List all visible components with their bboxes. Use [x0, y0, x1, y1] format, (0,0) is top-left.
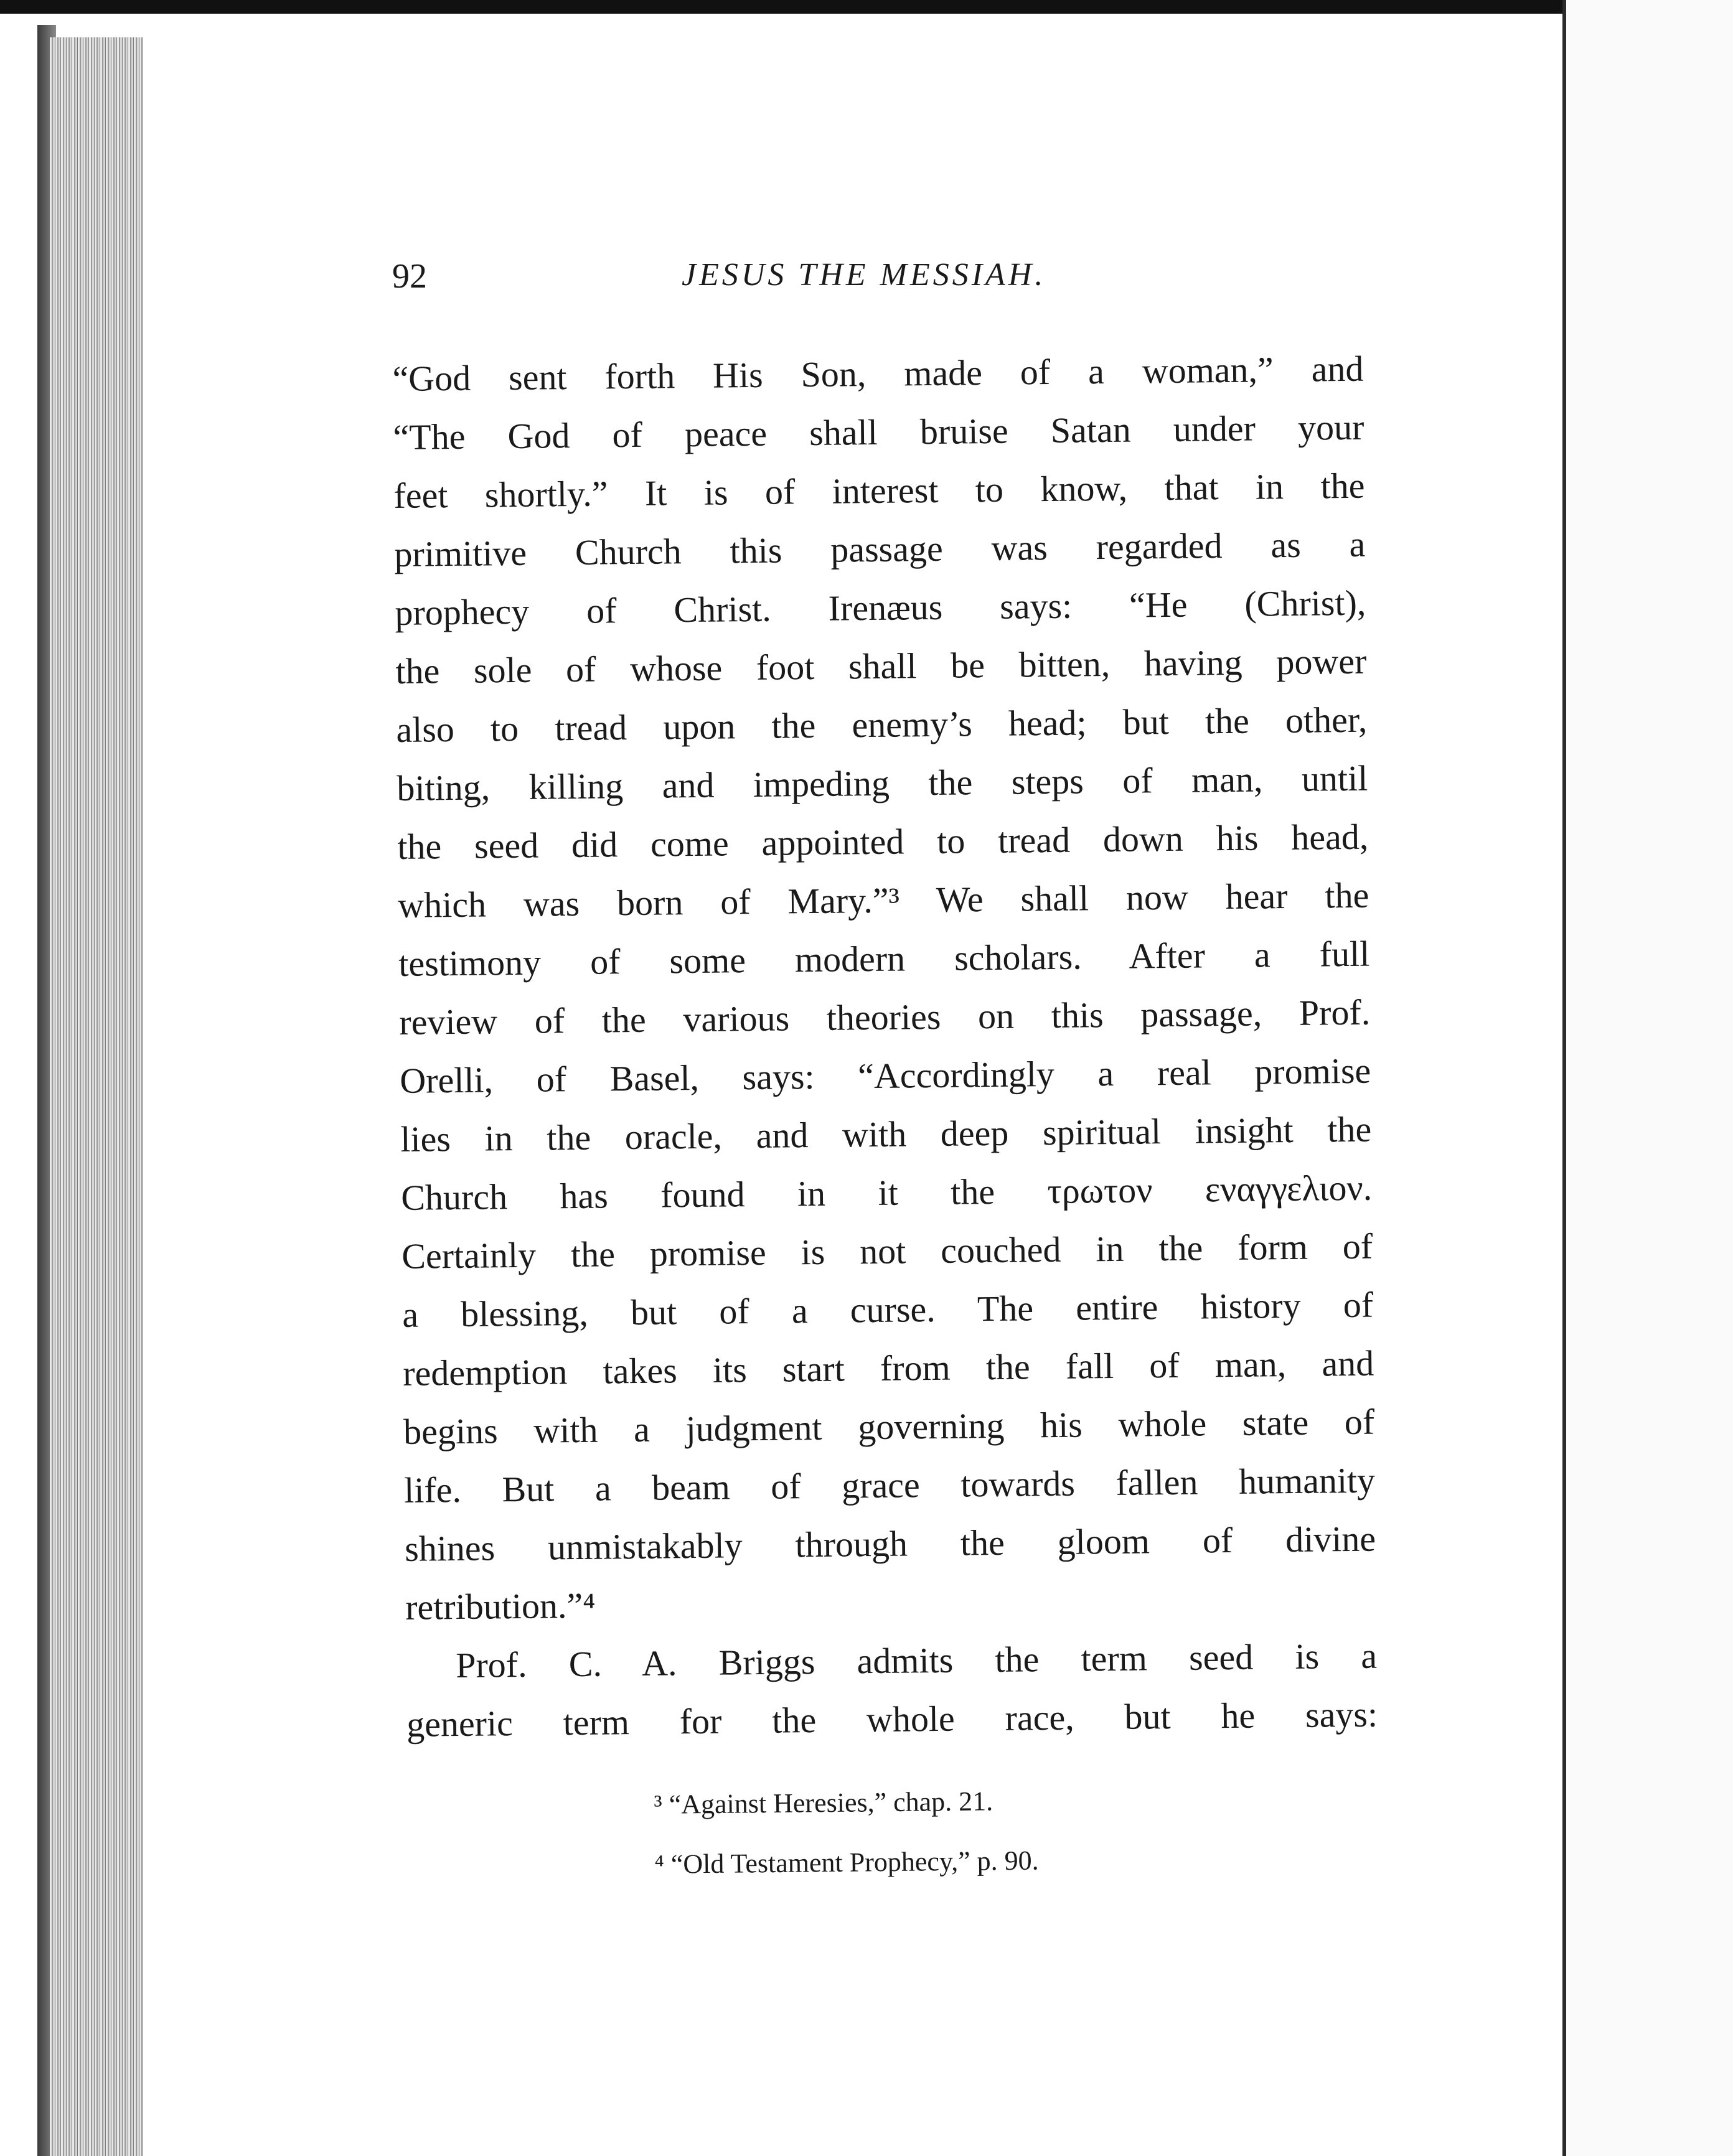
- text-line: prophecy of Christ. Irenæus says: “He (Christ),: [395, 582, 1366, 633]
- page-number: 92: [392, 257, 427, 296]
- body-text: [392, 340, 1378, 1754]
- footnotes: [654, 1767, 1402, 1895]
- text-line: which was born of Mary.”³ We shall now hear the: [398, 874, 1369, 926]
- text-line: redemption takes its start from the fall of man, and: [402, 1343, 1374, 1394]
- text-line: testimony of some modern scholars. After a full: [398, 933, 1370, 984]
- text-line: a blessing, but of a curse. The entire history of: [402, 1284, 1374, 1335]
- text-line: “The God of peace shall bruise Satan under your: [393, 406, 1364, 457]
- text-line: generic term for the whole race, but he says:: [406, 1694, 1378, 1745]
- text-line: Certainly the promise is not couched in the form of: [401, 1226, 1373, 1277]
- text-line: the seed did come appointed to tread down his head,: [397, 816, 1369, 867]
- page-header: [392, 256, 1264, 312]
- facing-page-margin: [1566, 0, 1733, 2156]
- text-line: begins with a judgment governing his whole state of: [403, 1401, 1375, 1452]
- text-line: biting, killing and impeding the steps of man, until: [397, 757, 1368, 809]
- scan-border-top: [0, 0, 1733, 14]
- footnote: ³ “Against Heresies,” chap. 21.: [654, 1786, 993, 1820]
- text-line: Church has found in it the τρωτον εναγγελιον.: [400, 1167, 1373, 1218]
- text-line: review of the various theories on this passage, Prof.: [398, 991, 1371, 1043]
- text-line: feet shortly.” It is of interest to know, that in the: [393, 465, 1365, 516]
- text-line: the sole of whose foot shall be bitten, having power: [395, 640, 1367, 691]
- text-line: Orelli, of Basel, says: “Accordingly a real promise: [399, 1050, 1371, 1101]
- page-stack-edge: [50, 37, 143, 2156]
- text-line: Prof. C. A. Briggs admits the term seed is a: [455, 1635, 1378, 1686]
- text-line: shines unmistakably through the gloom of divine: [404, 1518, 1376, 1569]
- book-page: [143, 14, 1562, 2156]
- text-line: “God sent forth His Son, made of a woman,” and: [392, 348, 1364, 399]
- text-line: life. But a beam of grace towards fallen humanity: [403, 1460, 1376, 1511]
- text-line: primitive Church this passage was regarded as a: [394, 523, 1366, 574]
- text-line: also to tread upon the enemy’s head; but the other,: [396, 699, 1368, 750]
- running-head: JESUS THE MESSIAH.: [682, 257, 1046, 293]
- text-line: lies in the oracle, and with deep spiritual insight the: [400, 1108, 1372, 1160]
- text-line: retribution.”⁴: [405, 1585, 596, 1628]
- footnote: ⁴ “Old Testament Prophecy,” p. 90.: [654, 1845, 1039, 1880]
